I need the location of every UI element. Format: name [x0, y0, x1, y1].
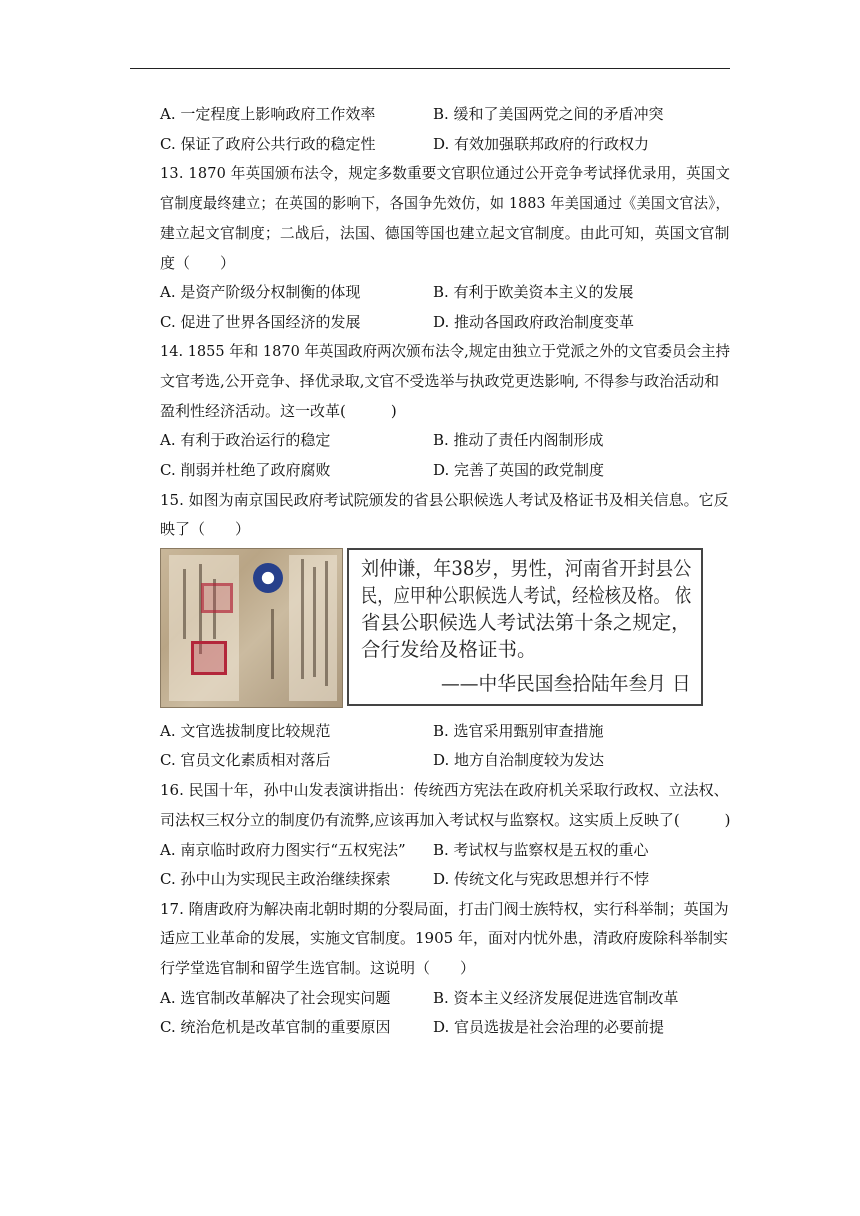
q14-stem-line-2: 文官考选,公开竞争、择优录取,文官不受选举与执政党更迭影响, 不得参与政治活动和 [160, 372, 720, 390]
q13-option-c: C. 促进了世界各国经济的发展 [160, 313, 361, 331]
q15-stem-line-1: 15. 如图为南京国民政府考试院颁发的省县公职候选人考试及格证书及相关信息。它反 [160, 491, 729, 509]
q16-stem-line-2: 司法权三权分立的制度仍有流弊,应该再加入考试权与监察权。这实质上反映了( ) [160, 811, 731, 829]
certificate-text-line-3: 省县公职候选人考试法第十条之规定， [361, 611, 691, 634]
q14-option-c: C. 削弱并杜绝了政府腐败 [160, 461, 331, 479]
q13-stem-line-2: 官制度最终建立；在英国的影响下，各国争先效仿，如 1883 年美国通过《美国文官法》， [160, 194, 730, 212]
q14-option-b: B. 推动了责任内阁制形成 [433, 431, 604, 449]
q13-option-d: D. 推动各国政府政治制度变革 [433, 313, 635, 331]
q16-option-a: A. 南京临时政府力图实行“五权宪法” [160, 841, 406, 859]
q17-option-d: D. 官员选拔是社会治理的必要前提 [433, 1018, 665, 1036]
q14-stem-line-1: 14. 1855 年和 1870 年英国政府两次颁布法令,规定由独立于党派之外的文官委员会主持 [160, 342, 731, 360]
q13-option-a: A. 是资产阶级分权制衡的体现 [160, 283, 361, 301]
q16-stem-line-1: 16. 民国十年，孙中山发表演讲指出：传统西方宪法在政府机关采取行政权、立法权、 [160, 781, 729, 799]
q15-option-d: D. 地方自治制度较为发达 [433, 751, 605, 769]
q15-option-a: A. 文官选拔制度比较规范 [160, 722, 331, 740]
q13-stem-line-4: 度（ ） [160, 254, 236, 272]
q14-stem-line-3: 盈利性经济活动。这一改革( ) [160, 402, 397, 420]
q13-stem-line-3: 建立起文官制度；二战后，法国、德国等国也建立起文官制度。由此可知，英国文官制 [160, 224, 730, 242]
certificate-text-line-1: 刘仲谦，年38岁，男性，河南省开封县公 [361, 557, 692, 580]
q13-option-b: B. 有利于欧美资本主义的发展 [433, 283, 634, 301]
q16-option-b: B. 考试权与监察权是五权的重心 [433, 841, 649, 859]
q14-option-d: D. 完善了英国的政党制度 [433, 461, 605, 479]
seal-stamp-icon [201, 583, 233, 613]
q15-option-c: C. 官员文化素质相对落后 [160, 751, 331, 769]
emblem-icon [253, 563, 283, 593]
q17-option-c: C. 统治危机是改革官制的重要原因 [160, 1018, 391, 1036]
q17-stem-line-2: 适应工业革命的发展，实施文官制度。1905 年，面对内忧外患，清政府废除科举制实 [160, 929, 728, 947]
q12-option-c: C. 保证了政府公共行政的稳定性 [160, 135, 376, 153]
header-rule [130, 68, 730, 69]
q17-stem-line-3: 行学堂选官制和留学生选官制。这说明（ ） [160, 959, 476, 977]
q14-option-a: A. 有利于政治运行的稳定 [160, 431, 331, 449]
q13-stem-line-1: 13. 1870 年英国颁布法令，规定多数重要文官职位通过公开竞争考试择优录用，英国文 [160, 164, 731, 182]
q15-option-b: B. 选官采用甄别审查措施 [433, 722, 604, 740]
q12-option-d: D. 有效加强联邦政府的行政权力 [433, 135, 650, 153]
certificate-text-line-4: 合行发给及格证书。 [361, 638, 537, 661]
seal-stamp-icon [191, 641, 227, 675]
certificate-text-box [347, 548, 703, 706]
certificate-photo [160, 548, 343, 708]
q17-stem-line-1: 17. 隋唐政府为解决南北朝时期的分裂局面，打击门阀士族特权，实行科举制；英国为 [160, 900, 729, 918]
certificate-text-line-2: 民，应甲种公职候选人考试，经检核及格。 依 [361, 584, 692, 607]
q12-option-a: A. 一定程度上影响政府工作效率 [160, 105, 376, 123]
q15-stem-line-2: 映了（ ） [160, 520, 251, 538]
q17-option-a: A. 选官制改革解决了社会现实问题 [160, 989, 391, 1007]
certificate-date: ——中华民国叁拾陆年叁月 日 [441, 672, 691, 695]
q15-figure [160, 548, 705, 708]
q17-option-b: B. 资本主义经济发展促进选官制改革 [433, 989, 679, 1007]
q12-option-b: B. 缓和了美国两党之间的矛盾冲突 [433, 105, 664, 123]
q16-option-d: D. 传统文化与宪政思想并行不悖 [433, 870, 650, 888]
q16-option-c: C. 孙中山为实现民主政治继续探索 [160, 870, 391, 888]
